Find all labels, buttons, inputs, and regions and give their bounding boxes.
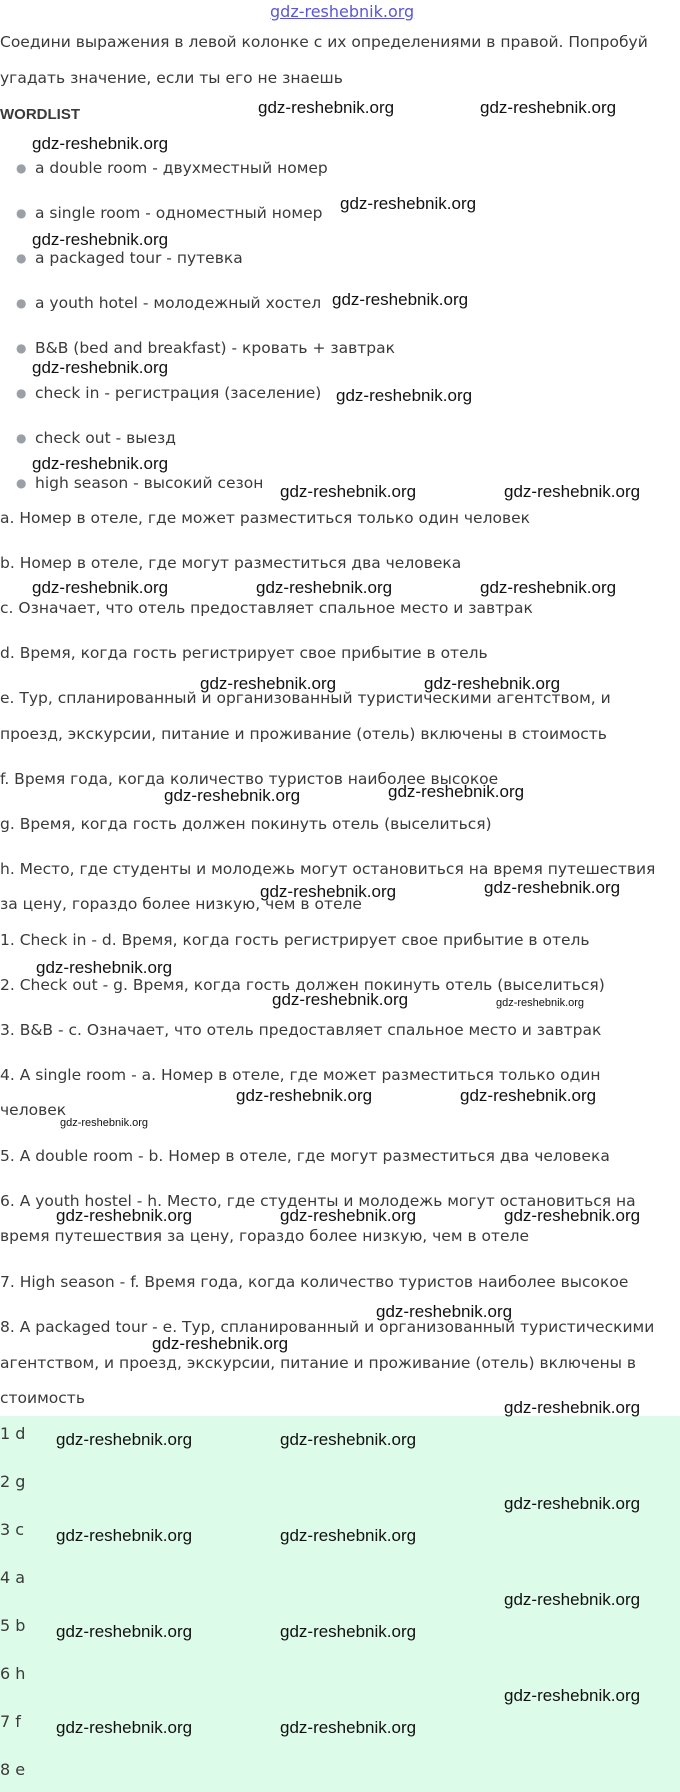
answer-item: 4 a: [0, 1568, 26, 1587]
watermark: gdz-reshebnik.org: [496, 997, 585, 1009]
definition-c: c. Означает, что отель предоставляет спальное место и завтрак: [0, 599, 533, 617]
watermark: gdz-reshebnik.org: [258, 98, 395, 117]
watermark: gdz-reshebnik.org: [60, 1117, 149, 1129]
match-4-cont: человек: [0, 1101, 67, 1119]
watermark: gdz-reshebnik.org: [280, 1526, 417, 1545]
definition-h-cont: за цену, гораздо более низкую, чем в отеле: [0, 895, 362, 913]
watermark: gdz-reshebnik.org: [280, 482, 417, 501]
watermark: gdz-reshebnik.org: [504, 1686, 641, 1705]
match-4: 4. A single room - a. Номер в отеле, где может разместиться только один: [0, 1066, 601, 1084]
bullet-icon: ●: [16, 386, 27, 400]
watermark: gdz-reshebnik.org: [280, 1622, 417, 1641]
definition-b: b. Номер в отеле, где могут разместиться два человека: [0, 554, 462, 572]
watermark: gdz-reshebnik.org: [504, 1494, 641, 1513]
answer-item: 7 f: [0, 1712, 21, 1731]
instruction-line-2: угадать значение, если ты его не знаешь: [0, 69, 343, 87]
definition-f: f. Время года, когда количество туристов наиболее высокое: [0, 770, 499, 788]
watermark: gdz-reshebnik.org: [32, 454, 169, 473]
watermark: gdz-reshebnik.org: [32, 230, 169, 249]
wordlist-item: check in - регистрация (заселение): [35, 384, 322, 402]
watermark: gdz-reshebnik.org: [56, 1718, 193, 1737]
watermark: gdz-reshebnik.org: [280, 1718, 417, 1737]
bullet-icon: ●: [16, 341, 27, 355]
bullet-icon: ●: [16, 296, 27, 310]
watermark: gdz-reshebnik.org: [32, 358, 169, 377]
wordlist-item: a double room - двухместный номер: [35, 159, 328, 177]
definition-e: e. Тур, спланированный и организованный туристическими агентством, и: [0, 689, 611, 707]
watermark: gdz-reshebnik.org: [280, 1430, 417, 1449]
watermark: gdz-reshebnik.org: [504, 1590, 641, 1609]
watermark: gdz-reshebnik.org: [504, 1398, 641, 1417]
watermark: gdz-reshebnik.org: [200, 674, 337, 693]
bullet-icon: ●: [16, 251, 27, 265]
watermark: gdz-reshebnik.org: [164, 786, 301, 805]
watermark: gdz-reshebnik.org: [376, 1302, 513, 1321]
match-8-cont: стоимость: [0, 1389, 85, 1407]
wordlist-heading: WORDLIST: [0, 106, 80, 123]
definition-h: h. Место, где студенты и молодежь могут остановиться на время путешествия: [0, 860, 656, 878]
wordlist-item: B&B (bed and breakfast) - кровать + завтрак: [35, 339, 395, 357]
wordlist-item: a packaged tour - путевка: [35, 249, 243, 267]
answer-item: 8 e: [0, 1760, 26, 1779]
watermark: gdz-reshebnik.org: [460, 1086, 597, 1105]
watermark: gdz-reshebnik.org: [56, 1430, 193, 1449]
site-title-link[interactable]: gdz-reshebnik.org: [270, 2, 415, 21]
watermark: gdz-reshebnik.org: [484, 878, 621, 897]
match-5: 5. A double room - b. Номер в отеле, где могут разместиться два человека: [0, 1147, 610, 1165]
answer-item: 3 c: [0, 1520, 25, 1539]
wordlist-item: check out - выезд: [35, 429, 177, 447]
watermark: gdz-reshebnik.org: [336, 386, 473, 405]
answer-item: 5 b: [0, 1616, 26, 1635]
watermark: gdz-reshebnik.org: [32, 578, 169, 597]
watermark: gdz-reshebnik.org: [388, 782, 525, 801]
watermark: gdz-reshebnik.org: [332, 290, 469, 309]
answer-item: 6 h: [0, 1664, 26, 1683]
wordlist-item: high season - высокий сезон: [35, 474, 264, 492]
watermark: gdz-reshebnik.org: [56, 1206, 193, 1225]
watermark: gdz-reshebnik.org: [56, 1622, 193, 1641]
match-8: 8. A packaged tour - e. Тур, спланированный и организованный туристическими: [0, 1318, 655, 1336]
bullet-icon: ●: [16, 206, 27, 220]
match-7: 7. High season - f. Время года, когда количество туристов наиболее высокое: [0, 1273, 629, 1291]
bullet-icon: ●: [16, 476, 27, 490]
watermark: gdz-reshebnik.org: [504, 482, 641, 501]
definition-g: g. Время, когда гость должен покинуть отель (выселиться): [0, 815, 492, 833]
match-6: 6. A youth hostel - h. Место, где студенты и молодежь могут остановиться на: [0, 1192, 636, 1210]
watermark: gdz-reshebnik.org: [480, 98, 617, 117]
watermark: gdz-reshebnik.org: [32, 134, 169, 153]
watermark: gdz-reshebnik.org: [340, 194, 477, 213]
watermark: gdz-reshebnik.org: [36, 958, 173, 977]
instruction-line-1: Соедини выражения в левой колонке с их определениями в правой. Попробуй: [0, 33, 648, 51]
watermark: gdz-reshebnik.org: [236, 1086, 373, 1105]
match-1: 1. Check in - d. Время, когда гость регистрирует свое прибытие в отель: [0, 931, 590, 949]
watermark: gdz-reshebnik.org: [280, 1206, 417, 1225]
watermark: gdz-reshebnik.org: [424, 674, 561, 693]
definition-a: a. Номер в отеле, где может разместиться только один человек: [0, 509, 530, 527]
bullet-icon: ●: [16, 161, 27, 175]
match-2: 2. Check out - g. Время, когда гость должен покинуть отель (выселиться): [0, 976, 605, 994]
answer-item: 2 g: [0, 1472, 26, 1491]
match-6-cont: время путешествия за цену, гораздо более низкую, чем в отеле: [0, 1227, 530, 1245]
answer-item: 1 d: [0, 1424, 26, 1443]
watermark: gdz-reshebnik.org: [260, 882, 397, 901]
watermark: gdz-reshebnik.org: [152, 1334, 289, 1353]
watermark: gdz-reshebnik.org: [480, 578, 617, 597]
match-3: 3. B&B - c. Означает, что отель предоставляет спальное место и завтрак: [0, 1021, 602, 1039]
wordlist-item: a youth hotel - молодежный хостел: [35, 294, 322, 312]
watermark: gdz-reshebnik.org: [272, 990, 409, 1009]
bullet-icon: ●: [16, 431, 27, 445]
wordlist-item: a single room - одноместный номер: [35, 204, 323, 222]
watermark: gdz-reshebnik.org: [256, 578, 393, 597]
match-8-cont: агентством, и проезд, экскурсии, питание и проживание (отель) включены в: [0, 1354, 637, 1372]
definition-e-cont: проезд, экскурсии, питание и проживание (отель) включены в стоимость: [0, 725, 607, 743]
watermark: gdz-reshebnik.org: [504, 1206, 641, 1225]
watermark: gdz-reshebnik.org: [56, 1526, 193, 1545]
definition-d: d. Время, когда гость регистрирует свое прибытие в отель: [0, 644, 488, 662]
